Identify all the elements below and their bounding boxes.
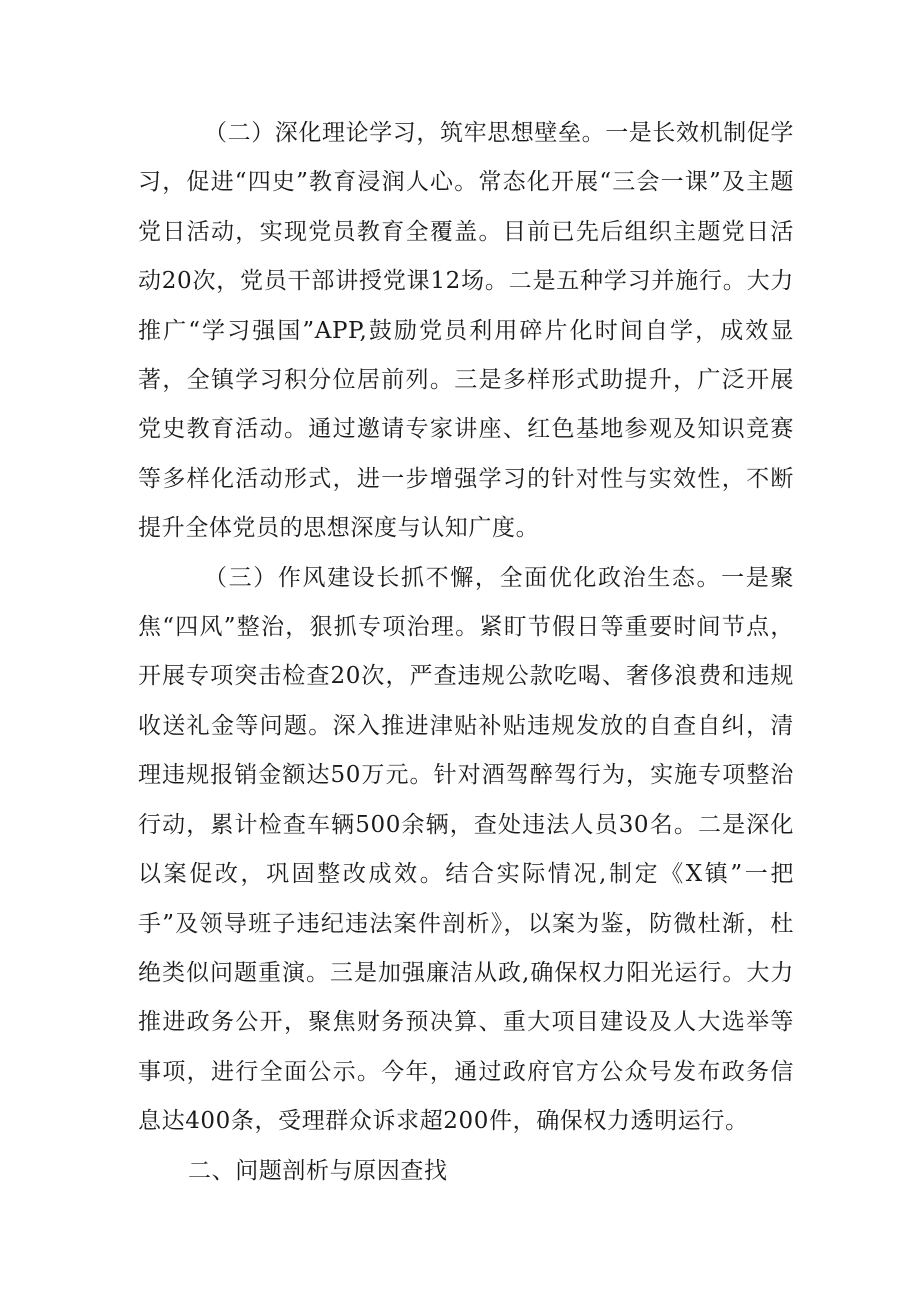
paragraph-study: （二）深化理论学习，筑牢思想壁垒。一是长效机制促学习，促进“四史”教育浸润人心。常态化开展“三会一课”及主题党日活动，实现党员教育全覆盖。目前已先后组织主题党日活动20次，党员干部讲授党课12场。二是五种学习并施行。大力推广“学习强国”APP,鼓励党员利用碎片化时间自学，成效显著，全镇学习积分位居前列。三是多样形式助提升，广泛开展党史教育活动。通过邀请专家讲座、红色基地参观及知识竞赛等多样化活动形式，进一步增强学习的针对性与实效性，不断提升全体党员的思想深度与认知广度。 bbox=[138, 120, 794, 542]
paragraph-work-style: （三）作风建设长抓不懈，全面优化政治生态。一是聚焦“四风”整治，狠抓专项治理。紧盯节假日等重要时间节点，开展专项突击检查20次，严查违规公款吃喝、奢侈浪费和违规收送礼金等问题。深入推进津贴补贴违规发放的自查自纠，清理违规报销金额达50万元。针对酒驾醉驾行为，实施专项整治行动，累计检查车辆500余辆，查处违法人员30名。二是深化以案促改，巩固整改成效。结合实际情况,制定《X镇”一把手”及领导班子违纪违法案件剖析》，以案为鉴，防微杜渐，杜绝类似问题重演。三是加强廉洁从政,确保权力阳光运行。大力推进政务公开，聚焦财务预决算、重大项目建设及人大选举等事项，进行全面公示。今年，通过政府官方公众号发布政务信息达400条，受理群众诉求超200件，确保权力透明运行。 bbox=[138, 564, 794, 1135]
document-body bbox=[138, 109, 794, 1196]
section-heading: 二、问题剖析与原因查找 bbox=[188, 1157, 448, 1184]
